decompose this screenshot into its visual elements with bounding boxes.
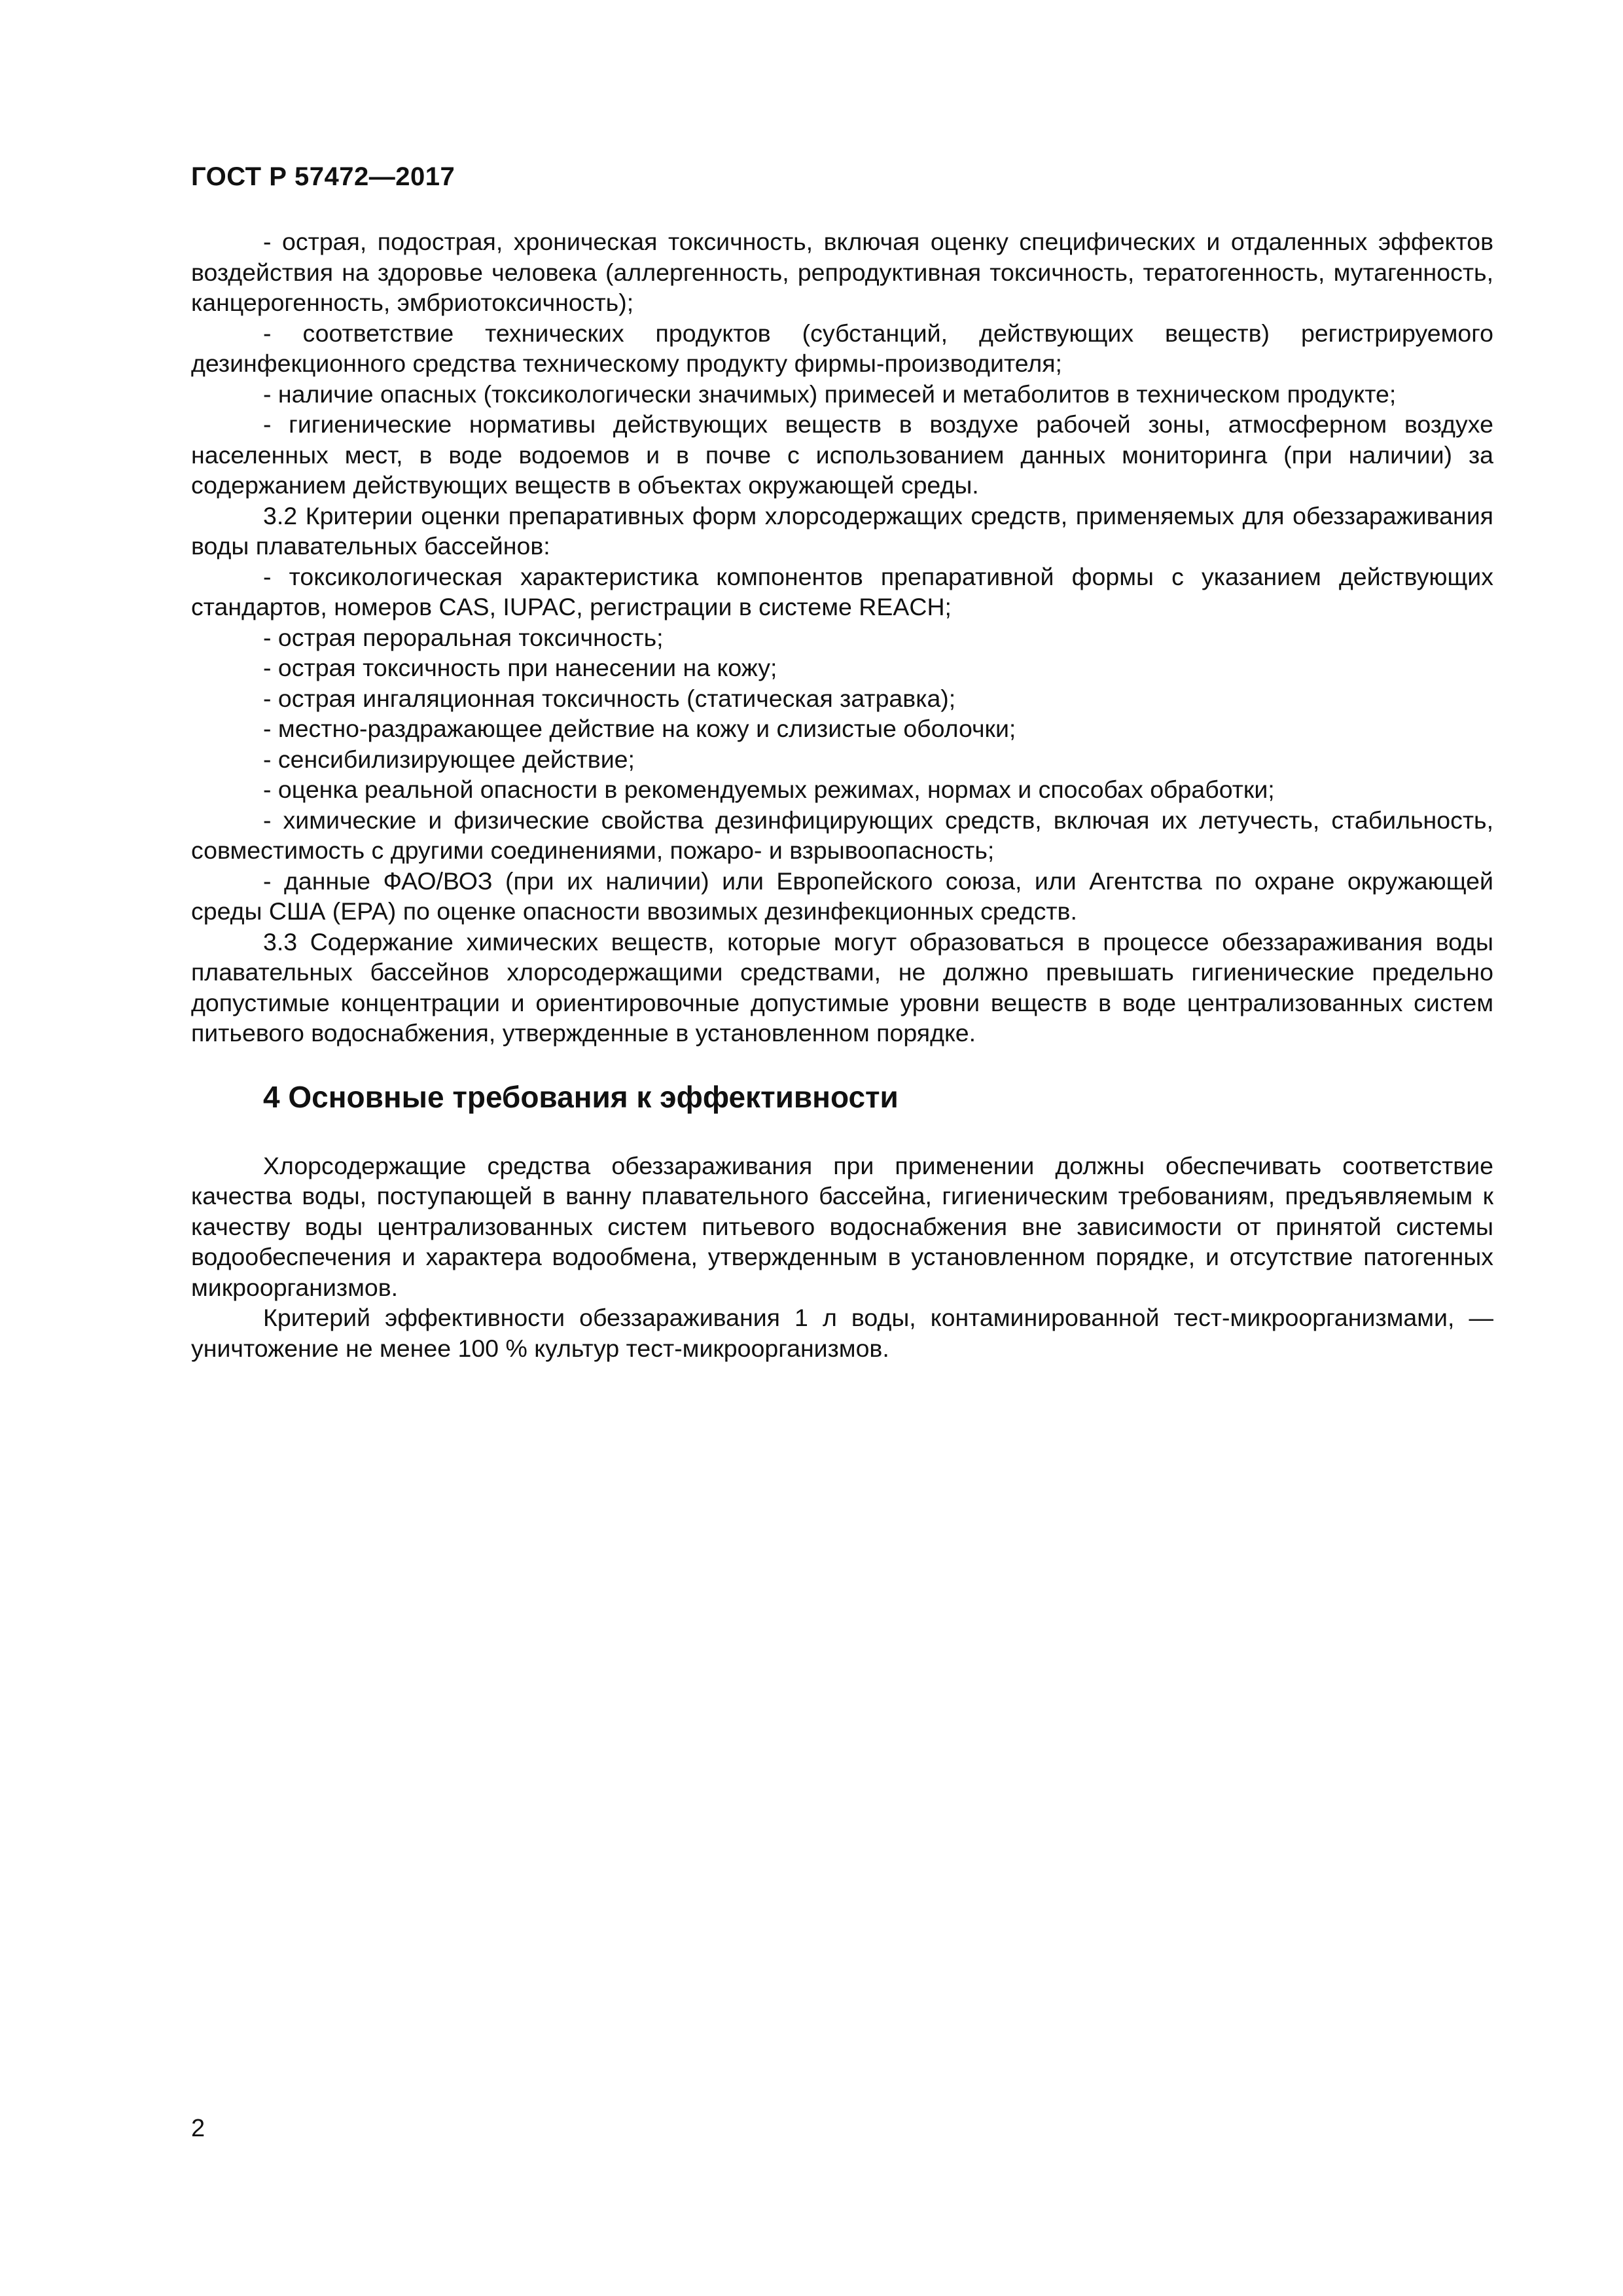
paragraph-fao-who-data: - данные ФАО/ВОЗ (при их наличии) или Европейского союза, или Агентства по охране окружающей среды США (ЕРА) по оценке опасности ввозимых дезинфекционных средств. [191, 867, 1493, 925]
paragraph-impurities: - наличие опасных (токсикологически значимых) примесей и метаболитов в техническом продукте; [263, 380, 1397, 408]
paragraph-irritation: - местно-раздражающее действие на кожу и слизистые оболочки; [263, 715, 1016, 742]
paragraph-toxicological-characteristics: - токсикологическая характеристика компонентов препаративной формы с указанием действующих стандартов, номеров CAS, IUPAC, регистрации в системе REACH; [191, 562, 1493, 620]
paragraph-efficiency-requirements: Хлорсодержащие средства обеззараживания при применении должны обеспечивать соответствие качества воды, поступающей в ванну плавательного бассейна, гигиеническим требованиям, предъявляемым к качеству воды централизованных систем питьевого водоснабжения вне зависимости от принятой системы водообеспечения и характера водообмена, утвержденным в установленном порядке, и отсутствие патогенных микроорганизмов. [191, 1151, 1493, 1301]
paragraph-clause-3-2: 3.2 Критерии оценки препаративных форм хлорсодержащих средств, применяемых для обеззараживания воды плавательных бассейнов: [191, 501, 1493, 560]
section-4-heading: 4 Основные требования к эффективности [263, 1079, 899, 1114]
paragraph-chemical-properties: - химические и физические свойства дезинфицирующих средств, включая их летучесть, стабильность, совместимость с другими соединениями, пожаро- и взрывоопасность; [191, 806, 1493, 864]
paragraph-dermal-toxicity: - острая токсичность при нанесении на кожу; [263, 654, 777, 681]
document-body [191, 226, 1493, 1363]
paragraph-sensitization: - сенсибилизирующее действие; [263, 745, 635, 773]
paragraph-toxicity: - острая, подострая, хроническая токсичность, включая оценку специфических и отдаленных эффектов воздействия на здоровье человека (аллергенность, репродуктивная токсичность, тератогенность, мутагенность, канцерогенность, эмбриотоксичность); [191, 228, 1493, 316]
paragraph-clause-3-3: 3.3 Содержание химических веществ, которые могут образоваться в процессе обеззараживания воды плавательных бассейнов хлорсодержащими средствами, не должно превышать гигиенические предельно допустимые концентрации и ориентировочные допустимые уровни веществ в воде централизованных систем питьевого водоснабжения, утвержденные в установленном порядке. [191, 927, 1493, 1047]
paragraph-efficiency-criterion: Критерий эффективности обеззараживания 1 л воды, контаминированной тест-микроорганизмами, — уничтожение не менее 100 % культур тест-микроорганизмов. [191, 1304, 1493, 1362]
paragraph-inhalation-toxicity: - острая ингаляционная токсичность (статическая затравка); [263, 684, 956, 712]
document-code: ГОСТ Р 57472—2017 [191, 162, 455, 191]
paragraph-hygienic-norms: - гигиенические нормативы действующих веществ в воздухе рабочей зоны, атмосферном воздухе населенных мест, в воде водоемов и в почве с использованием данных мониторинга (при наличии) за содержанием действующих веществ в объектах окружающей среды. [191, 410, 1493, 499]
page-number: 2 [191, 2115, 205, 2142]
paragraph-hazard-assessment: - оценка реальной опасности в рекомендуемых режимах, нормах и способах обработки; [263, 776, 1275, 803]
paragraph-compliance: - соответствие технических продуктов (субстанций, действующих веществ) регистрируемого дезинфекционного средства техническому продукту фирмы-производителя; [191, 319, 1493, 377]
paragraph-oral-toxicity: - острая пероральная токсичность; [263, 623, 664, 651]
